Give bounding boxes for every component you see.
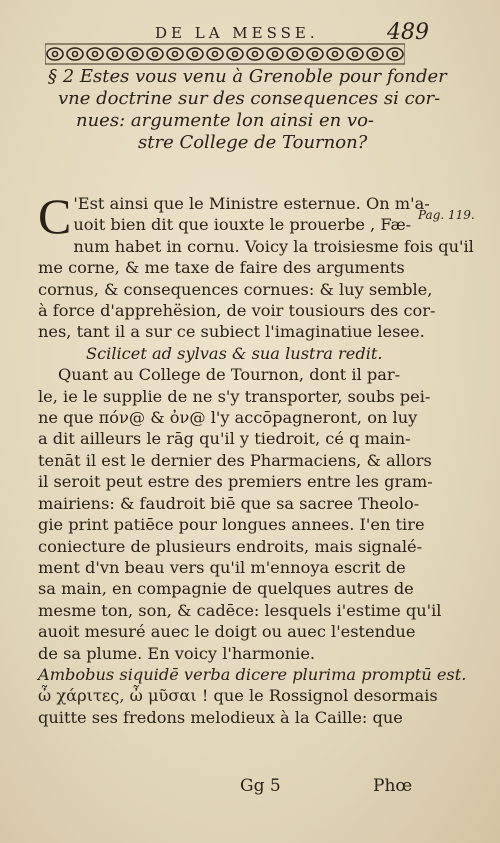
text-line: quitte ses fredons melodieux à la Caille: que xyxy=(38,707,403,727)
text-line: ne que πόν@ & ὀν@ l'y accōpagneront, on luy xyxy=(38,408,418,428)
margin-note: Pag. 119. xyxy=(418,208,475,222)
ornament-band xyxy=(45,43,405,65)
text-line: 'Est ainsi que le Ministre esternue. On m'a- xyxy=(73,194,430,213)
text-line: gie print patiēce pour longues annees. I'en tire xyxy=(38,515,425,535)
page-number: 489 xyxy=(387,20,429,45)
text-line: a dit ailleurs le rāg qu'il y tiedroit, cé q main- xyxy=(38,429,411,449)
text-line: nes, tant il a sur ce subiect l'imaginatiue lesee. xyxy=(38,322,425,342)
running-title: DE LA MESSE. xyxy=(155,24,319,42)
text-line: num habet in cornu. Voicy la troisiesme fois qu'il xyxy=(73,236,474,256)
heading-line: nues: argumente lon ainsi en vo- xyxy=(76,110,374,131)
latin-quote: Scilicet ad sylvas & sua lustra redit. xyxy=(86,343,383,363)
text-line: Quant au College de Tournon, dont il par- xyxy=(58,365,401,385)
running-head xyxy=(0,16,500,46)
heading-line: § 2 Estes vous venu à Grenoble pour fonder xyxy=(48,66,447,87)
heading-line: stre College de Tournon? xyxy=(138,132,368,153)
section-heading xyxy=(48,66,447,154)
heading-line: vne doctrine sur des consequences si cor- xyxy=(58,88,441,109)
text-line: de sa plume. En voicy l'harmonie. xyxy=(38,643,316,663)
text-line: ὦ χάριτες, ὦ μῦσαι ! que le Rossignol desormais xyxy=(38,686,438,706)
text-line: le, ie le supplie de ne s'y transporter, soubs pei- xyxy=(38,386,431,406)
catchword: Phœ xyxy=(373,776,413,796)
text-line: me corne, & me taxe de faire des arguments xyxy=(38,258,405,278)
text-line: coniecture de plusieurs endroits, mais signalé- xyxy=(38,536,423,556)
text-line: ment d'vn beau vers qu'il m'ennoya escrit de xyxy=(38,557,406,577)
drop-capital: C xyxy=(38,188,72,244)
signature-mark: Gg 5 xyxy=(240,776,281,796)
text-line: mairiens: & faudroit biē que sa sacree Theolo- xyxy=(38,493,420,513)
text-line: mesme ton, son, & cadēce: lesquels i'estime qu'il xyxy=(38,600,442,620)
text-line: tenāt il est le dernier des Pharmaciens, & allors xyxy=(38,450,432,470)
page-footer xyxy=(0,776,500,806)
text-line: uoit bien dit que iouxte le prouerbe , Fæ- xyxy=(73,215,412,235)
text-line: auoit mesuré auec le doigt ou auec l'estendue xyxy=(38,622,416,642)
text-line: il seroit peut estre des premiers entre les gram- xyxy=(38,472,433,492)
text-line: sa main, en compagnie de quelques autres de xyxy=(38,579,414,599)
text-line: cornus, & consequences cornues: & luy semble, xyxy=(38,279,433,299)
text-line: à force d'apprehësion, de voir tousiours des cor- xyxy=(38,301,436,321)
latin-verse: Ambobus siquidē verba dicere plurima promptū est. xyxy=(38,664,467,684)
